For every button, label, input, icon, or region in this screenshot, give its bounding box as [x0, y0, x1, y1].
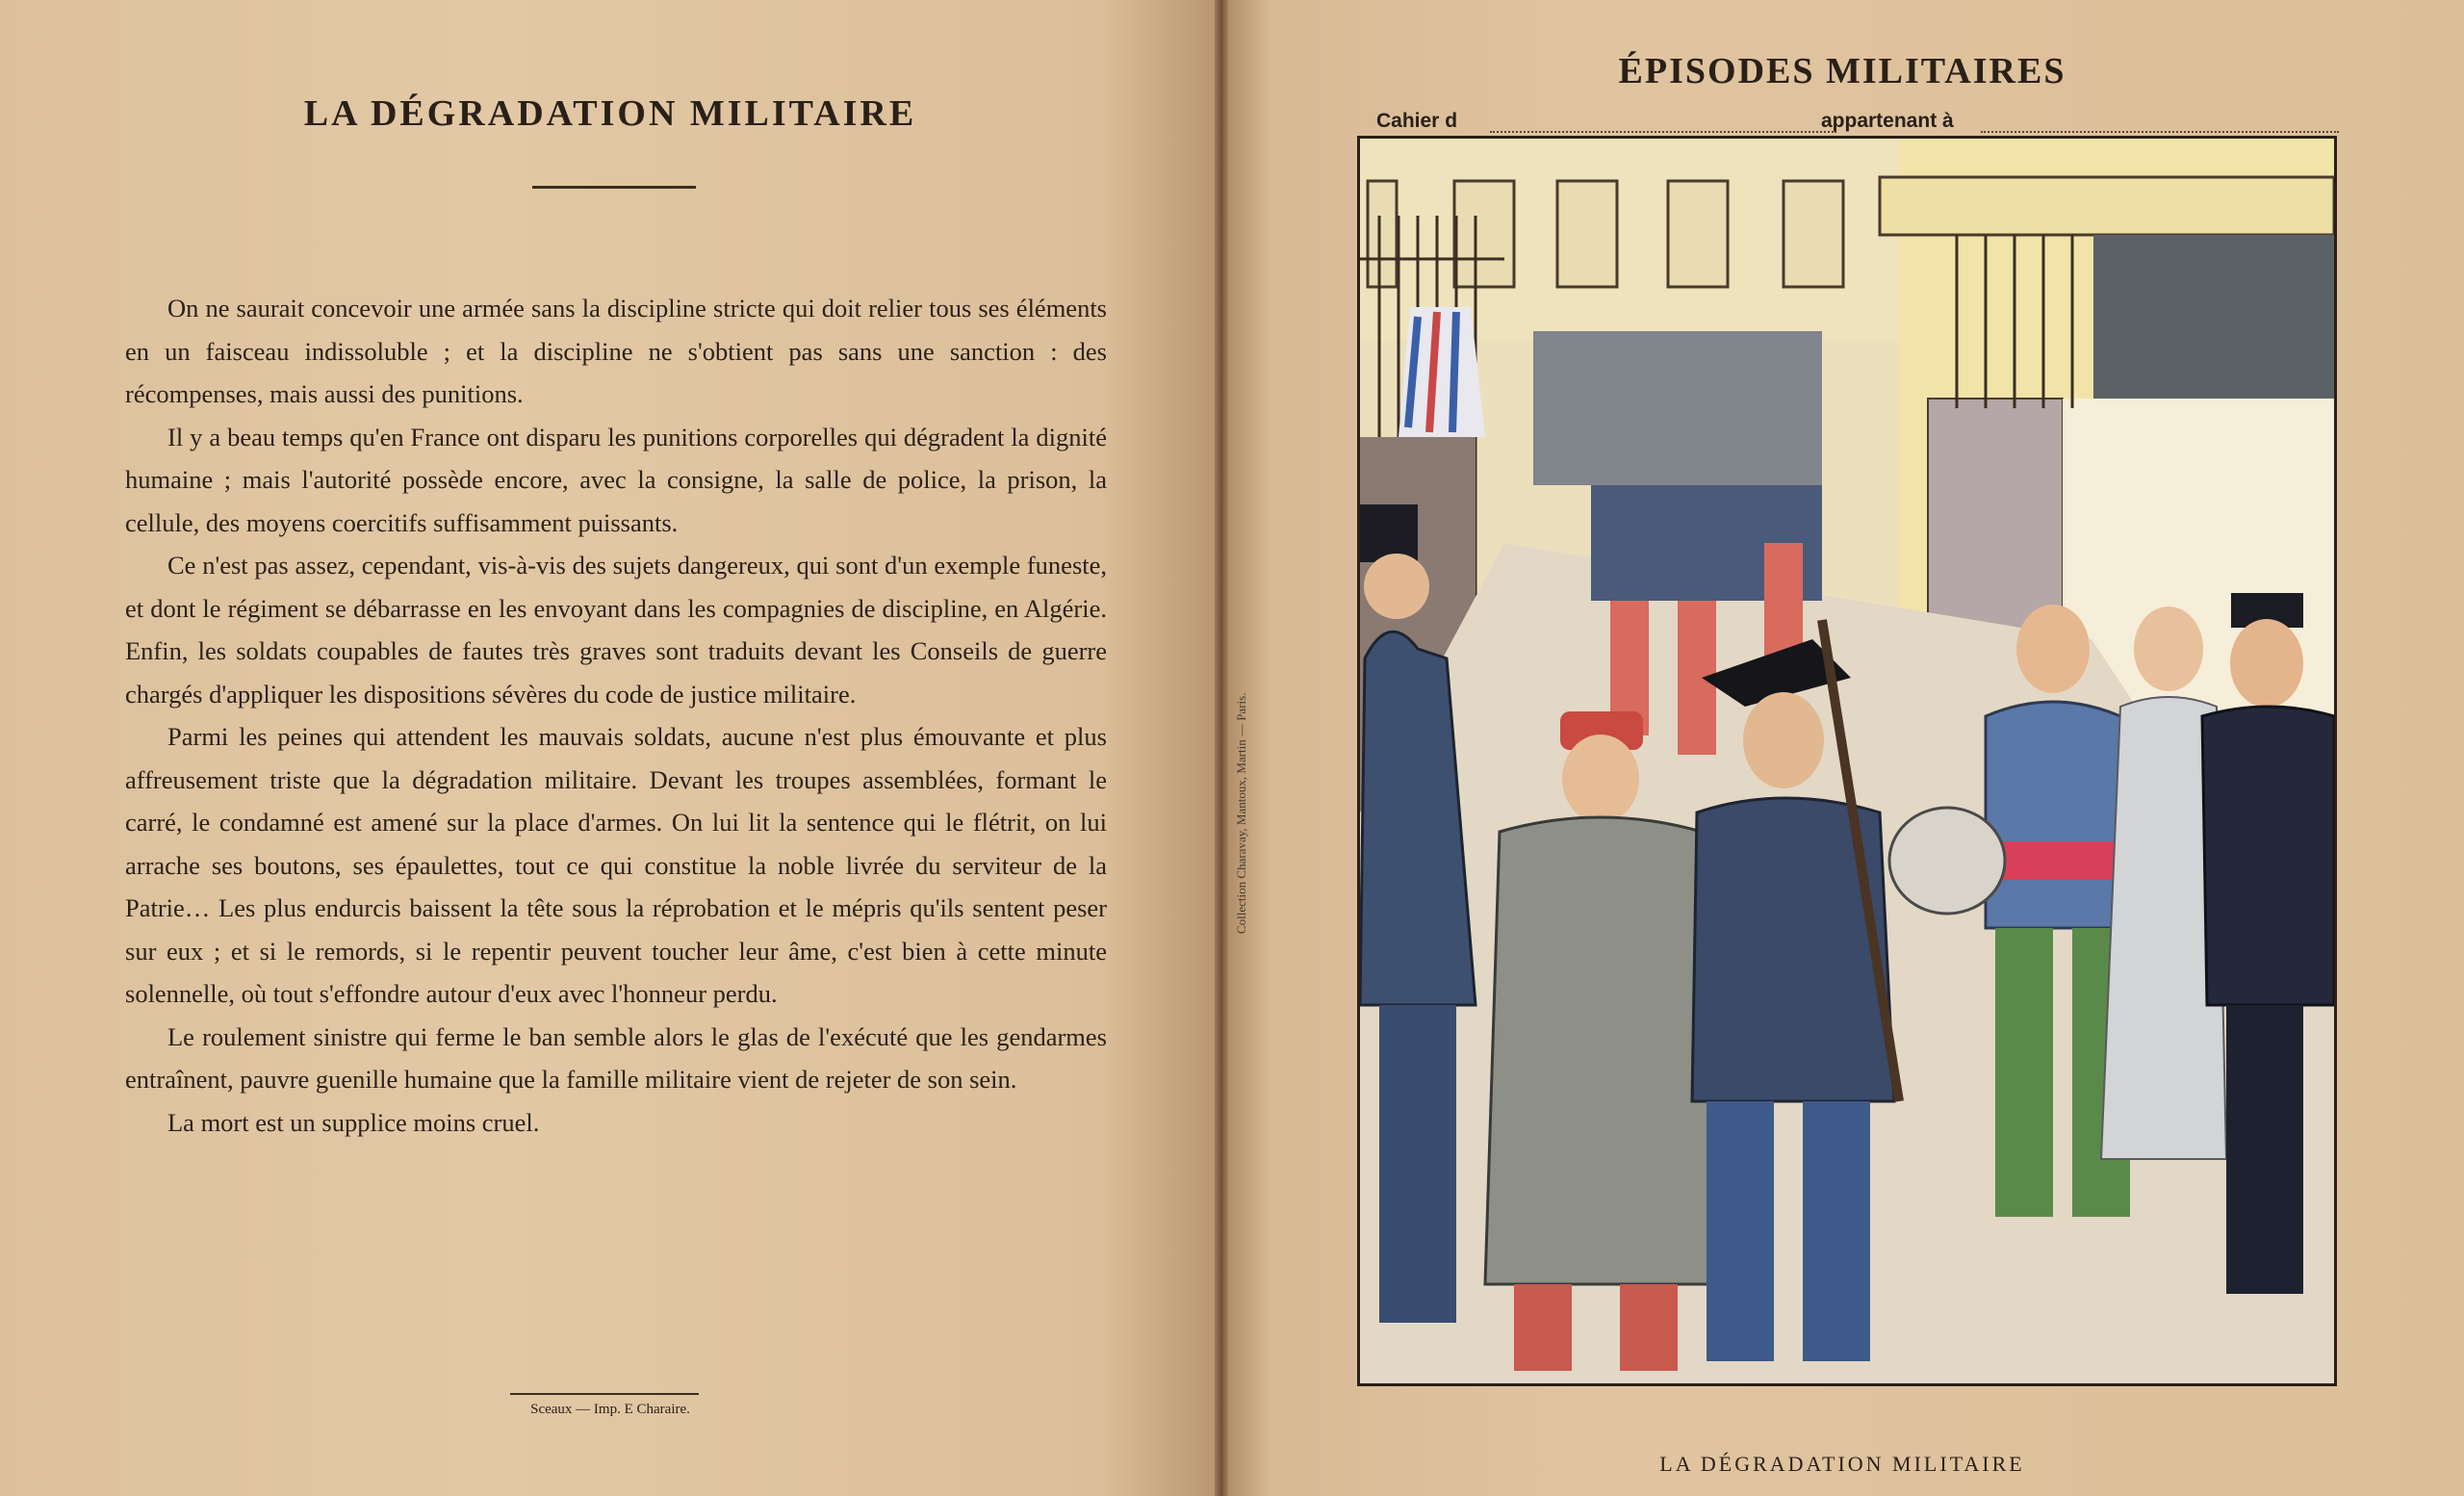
imprint-divider	[510, 1393, 699, 1395]
appartenant-blank	[1981, 131, 2339, 133]
paragraph-1: On ne saurait concevoir une armée sans la discipline stricte qui doit relier tous ses éléments en un faisceau indissoluble ; et la discipline ne s'obtient pas sans une sanction : des récompenses, mais aussi des punitions.	[125, 294, 1107, 408]
paragraph-4: Parmi les peines qui attendent les mauvais soldats, aucune n'est plus émouvante et plus affreusement triste que la dégradation militaire. Devant les troupes assemblées, formant le carré, le condamné est amené sur la place d'armes. On lui lit la sentence qui le flétrit, on lui arrache ses boutons, ses épaulettes, tout ce qui constitue la noble livrée du serviteur de la Patrie… Les plus endurcis baissent la tête sous la réprobation et le mépris qu'ils sentent peser sur eux ; et si le remords, si le repentir peuvent toucher leur âme, c'est bien à cette minute solennelle, où tout s'effondre autour d'eux avec l'honneur perdu.	[125, 722, 1107, 1008]
book-spine	[1215, 0, 1228, 1496]
appartenant-label: appartenant à	[1821, 110, 1954, 132]
dark-grille	[2093, 235, 2334, 413]
degradation-illustration	[1360, 139, 2334, 1383]
spine-credit: Collection Charavay, Mantoux, Martin — Paris.	[1234, 692, 1248, 934]
paragraph-6: La mort est un supplice moins cruel.	[167, 1107, 540, 1137]
paragraph-2: Il y a beau temps qu'en France ont disparu les punitions corporelles qui dégradent la dignité humaine ; mais l'autorité possède encore, avec la consigne, la salle de police, la prison, la cellule, des moyens coercitifs suffisamment puissants.	[125, 422, 1107, 537]
printer-imprint: Sceaux — Imp. E Charaire.	[530, 1402, 690, 1417]
right-page-title: ÉPISODES MILITAIRES	[1618, 51, 2066, 91]
illustration-frame	[1357, 136, 2337, 1386]
paragraph-3: Ce n'est pas assez, cependant, vis-à-vis des sujets dangereux, qui sont d'un exemple funeste, et dont le régiment se débarrasse en les envoyant dans les compagnies de discipline, en Algérie. Enfin, les soldats coupables de fautes très graves sont traduits devant les Conseils de guerre chargés d'appliquer les dispositions sévères du code de justice militaire.	[125, 551, 1107, 709]
cornice	[1880, 177, 2334, 235]
title-divider	[532, 186, 696, 189]
paragraph-5: Le roulement sinistre qui ferme le ban semble alors le glas de l'exécuté que les gendarmes entraînent, pauvre guenille humaine que la famille militaire vient de rejeter de son sein.	[125, 1021, 1107, 1094]
cahier-label: Cahier d	[1376, 110, 1458, 132]
left-page-title: LA DÉGRADATION MILITAIRE	[303, 93, 917, 134]
article-body	[125, 287, 1107, 1144]
illustration-caption: LA DÉGRADATION MILITAIRE	[1659, 1452, 2025, 1476]
cahier-blank	[1490, 131, 1836, 133]
